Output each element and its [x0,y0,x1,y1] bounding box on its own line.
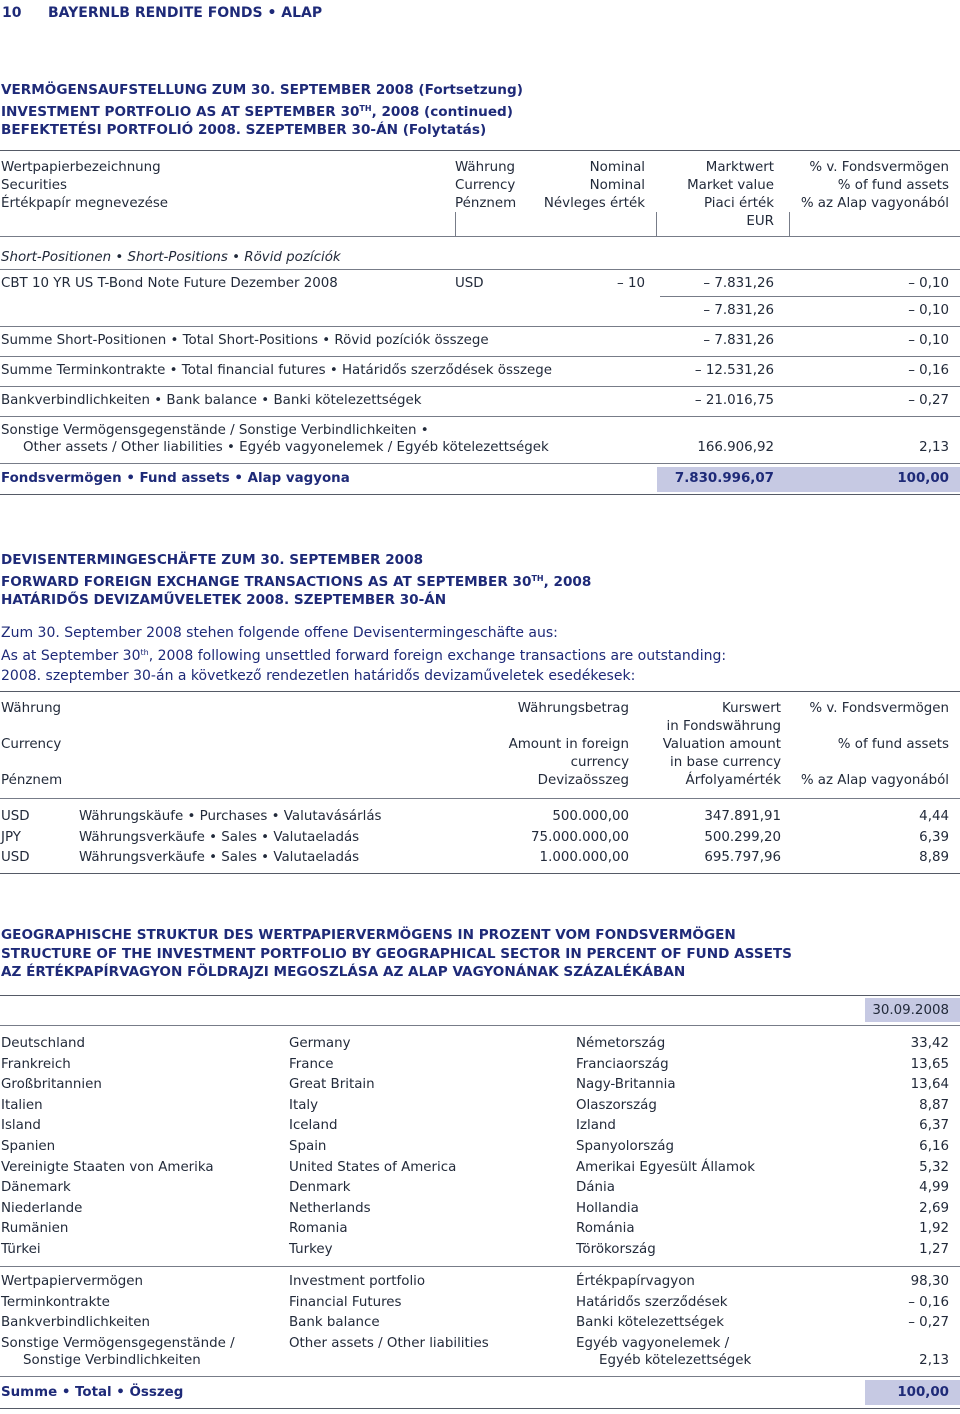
table1-header-divider [656,212,657,236]
section1-title-en: INVESTMENT PORTFOLIO AS AT SEPTEMBER 30TH, 2008 (continued) [1,103,513,120]
fund-assets-value: 7.830.996,07 [674,471,774,486]
country-label-en: Netherlands [289,1200,371,1216]
fx-amount: 75.000.000,00 [531,830,629,845]
table1-top-rule [0,150,960,151]
table3-header-rule [0,1025,960,1026]
summary-value: – 12.531,26 [694,363,774,378]
other-assets-en: Other assets / Other liabilities [289,1336,489,1351]
table2-header-valuation: Kurswert in Fondswährung Valuation amount in base currency Árfolyamérték [662,701,781,788]
security-market-value: – 7.831,26 [703,276,774,291]
total-pct: 100,00 [897,1385,949,1400]
section2-title-en: FORWARD FOREIGN EXCHANGE TRANSACTIONS AS AT SEPTEMBER 30TH, 2008 [1,573,592,590]
section3-title [1,926,792,982]
fx-pct: 8,89 [919,850,949,865]
country-pct: 1,92 [919,1221,949,1237]
page-number: 10 [2,5,22,21]
other-assets-pct: 2,13 [919,440,949,455]
country-label-de: Rumänien [1,1221,69,1237]
country-pct: 13,65 [910,1056,949,1072]
country-label-de: Bankverbindlichkeiten [1,1315,151,1331]
fx-currency: JPY [1,830,21,845]
section2-intro [1,623,726,686]
fx-currency: USD [1,850,30,865]
short-positions-heading: Short-Positionen • Short-Positions • Rövid pozíciók [1,250,341,265]
country-label-hu: Értékpapírvagyon [576,1274,695,1289]
country-label-en: Italy [289,1097,319,1113]
country-pct: – 0,16 [908,1294,949,1310]
table2-top-rule [0,691,960,692]
fx-valuation: 695.797,96 [704,850,781,865]
fx-valuation: 347.891,91 [704,809,781,824]
other-assets-value: 166.906,92 [697,440,774,455]
country-label-de: Dänemark [1,1180,71,1196]
row-rule [0,1376,960,1377]
country-label-en: Turkey [289,1242,333,1257]
fx-description: Währungskäufe • Purchases • Valutavásárlás [79,809,382,824]
country-label-en: Romania [289,1221,348,1237]
table3-date-header: 30.09.2008 [872,1003,949,1018]
section3-title-de: GEOGRAPHISCHE STRUKTUR DES WERTPAPIERVERMÖGENS IN PROZENT VOM FONDSVERMÖGEN [1,927,736,943]
table2-header-amount: Währungsbetrag Amount in foreign currency Devizaösszeg [508,701,629,788]
country-label-de: Terminkontrakte [1,1294,110,1310]
section2-title [1,551,591,610]
row-rule [0,416,960,417]
country-label-hu: Dánia [576,1180,615,1196]
table1-header-currency: Währung Currency Pénznem [455,160,517,211]
summary-pct: – 0,16 [908,363,949,378]
document-title: BAYERNLB RENDITE FONDS • ALAP [48,5,323,21]
country-label-hu: Spanyolország [576,1139,674,1154]
other-assets-de-cont: Sonstige Verbindlichkeiten [23,1353,201,1368]
row-rule [0,356,960,357]
table2-header-currency: Währung Currency Pénznem [1,701,63,788]
country-label-en: France [289,1056,334,1072]
section3-title-en: STRUCTURE OF THE INVESTMENT PORTFOLIO BY GEOGRAPHICAL SECTOR IN PERCENT OF FUND ASSETS [1,945,792,962]
other-assets-hu: Egyéb vagyonelemek / [576,1336,730,1351]
section2-title-hu: HATÁRIDŐS DEVIZAMŰVELETEK 2008. SZEPTEMBER 30-ÁN [1,592,447,608]
table1-header-nominal: Nominal Nominal Névleges érték [543,160,645,211]
fx-pct: 6,39 [919,830,949,845]
subtotal-pct: – 0,10 [908,303,949,318]
country-label-en: Financial Futures [289,1294,402,1310]
country-label-hu: Franciaország [576,1056,669,1072]
intro-hu: 2008. szeptember 30-án a következő rendezetlen határidős devizaműveletek esedékesek: [1,668,636,684]
other-assets-de: Sonstige Vermögensgegenstände / [1,1336,235,1351]
country-label-hu: Nagy-Britannia [576,1077,676,1093]
fx-currency: USD [1,809,30,824]
summary-pct: – 0,27 [908,393,949,408]
summary-label: Summe Short-Positionen • Total Short-Positions • Rövid pozíciók összege [1,333,489,348]
table3-bottom-rule [0,1408,960,1409]
country-label-hu: Németország [576,1036,666,1051]
country-label-de: Großbritannien [1,1077,102,1093]
row-rule [0,386,960,387]
section2-title-de: DEVISENTERMINGESCHÄFTE ZUM 30. SEPTEMBER 2008 [1,552,424,568]
table2-header-pct-fund: % v. Fondsvermögen % of fund assets % az Alap vagyonából [800,701,949,788]
country-label-en: Bank balance [289,1315,380,1331]
row-rule [0,463,960,464]
table3-top-rule [0,995,960,996]
country-pct: 98,30 [910,1274,949,1289]
security-nominal: – 10 [617,276,645,291]
table2-header-rule [0,798,960,799]
country-pct: 5,32 [919,1159,949,1175]
country-label-de: Niederlande [1,1200,83,1216]
country-label-de: Wertpapiervermögen [1,1274,144,1289]
country-label-en: United States of America [289,1159,457,1175]
other-assets-pct: 2,13 [919,1353,949,1368]
row-rule [0,326,960,327]
country-pct: – 0,27 [908,1315,949,1331]
row-rule [0,269,960,270]
country-label-en: Spain [289,1139,327,1154]
section1-title-de: VERMÖGENSAUFSTELLUNG ZUM 30. SEPTEMBER 2008 (Fortsetzung) [1,82,523,98]
country-label-hu: Amerikai Egyesült Államok [576,1159,755,1175]
country-label-hu: Románia [576,1221,635,1237]
fx-valuation: 500.299,20 [704,830,781,845]
country-pct: 33,42 [910,1036,949,1051]
summary-label: Bankverbindlichkeiten • Bank balance • Banki kötelezettségek [1,393,422,408]
country-label-de: Frankreich [1,1056,71,1072]
country-label-en: Investment portfolio [289,1274,426,1289]
country-pct: 6,37 [919,1118,949,1134]
summary-label: Summe Terminkontrakte • Total financial futures • Határidős szerződések összege [1,363,552,378]
row-rule [0,1266,960,1267]
country-label-hu: Izland [576,1118,616,1134]
other-assets-hu-cont: Egyéb kötelezettségek [599,1353,752,1368]
country-label-de: Italien [1,1097,43,1113]
country-label-de: Spanien [1,1139,56,1154]
intro-de: Zum 30. September 2008 stehen folgende offene Devisentermingeschäfte aus: [1,625,558,641]
fund-assets-label: Fondsvermögen • Fund assets • Alap vagyona [1,471,350,486]
summary-pct: – 0,10 [908,333,949,348]
section1-title-hu: BEFEKTETÉSI PORTFOLIÓ 2008. SZEPTEMBER 30-ÁN (Folytatás) [1,122,487,138]
country-label-de: Deutschland [1,1036,86,1051]
other-assets-label-en: Other assets / Other liabilities • Egyéb vagyonelemek / Egyéb kötelezettségek [23,440,549,455]
fx-description: Währungsverkäufe • Sales • Valutaeladás [79,830,360,845]
table1-header-divider [455,212,456,236]
table1-header-rule [0,236,960,237]
other-assets-label-de: Sonstige Vermögensgegenstände / Sonstige Verbindlichkeiten • [1,423,429,438]
country-label-hu: Határidős szerződések [576,1294,728,1310]
country-pct: 1,27 [919,1242,949,1257]
security-name: CBT 10 YR US T-Bond Note Future Dezember 2008 [1,276,338,291]
fund-assets-pct: 100,00 [897,471,949,486]
subtotal-value: – 7.831,26 [703,303,774,318]
total-label: Summe • Total • Összeg [1,1385,184,1400]
table2-bottom-rule [0,873,960,874]
summary-value: – 7.831,26 [703,333,774,348]
table1-header-divider [789,212,790,236]
table1-header-pct-fund: % v. Fondsvermögen % of fund assets % az Alap vagyonából [800,160,949,211]
country-pct: 8,87 [919,1097,949,1113]
table1-header-market-value: Marktwert Market value Piaci érték EUR [687,160,774,229]
country-label-de: Vereinigte Staaten von Amerika [1,1159,214,1175]
country-pct: 6,16 [919,1139,949,1154]
country-label-de: Island [1,1118,41,1134]
fx-description: Währungsverkäufe • Sales • Valutaeladás [79,850,360,865]
country-pct: 2,69 [919,1200,949,1216]
country-label-hu: Hollandia [576,1200,639,1216]
country-label-en: Denmark [289,1180,351,1196]
country-label-en: Germany [289,1036,351,1051]
row-rule [660,296,960,297]
table1-header-security: Wertpapierbezeichnung Securities Értékpapír megnevezése [1,160,169,211]
country-pct: 4,99 [919,1180,949,1196]
summary-value: – 21.016,75 [694,393,774,408]
section3-title-hu: AZ ÉRTÉKPAPÍRVAGYON FÖLDRAJZI MEGOSZLÁSA AZ ALAP VAGYONÁNAK SZÁZALÉKÁBAN [1,964,686,980]
fx-amount: 500.000,00 [552,809,629,824]
country-pct: 13,64 [910,1077,949,1093]
country-label-hu: Banki kötelezettségek [576,1315,725,1331]
intro-en: As at September 30th, 2008 following unsettled forward foreign exchange transactions are outstanding: [1,648,727,664]
country-label-de: Türkei [1,1242,41,1257]
country-label-hu: Olaszország [576,1097,657,1113]
country-label-en: Iceland [289,1118,338,1134]
country-label-en: Great Britain [289,1077,375,1093]
country-label-hu: Törökország [576,1242,656,1257]
security-pct: – 0,10 [908,276,949,291]
section1-title [1,81,523,140]
fx-amount: 1.000.000,00 [539,850,629,865]
security-currency: USD [455,276,484,291]
table1-bottom-rule [0,494,960,495]
fx-pct: 4,44 [919,809,949,824]
